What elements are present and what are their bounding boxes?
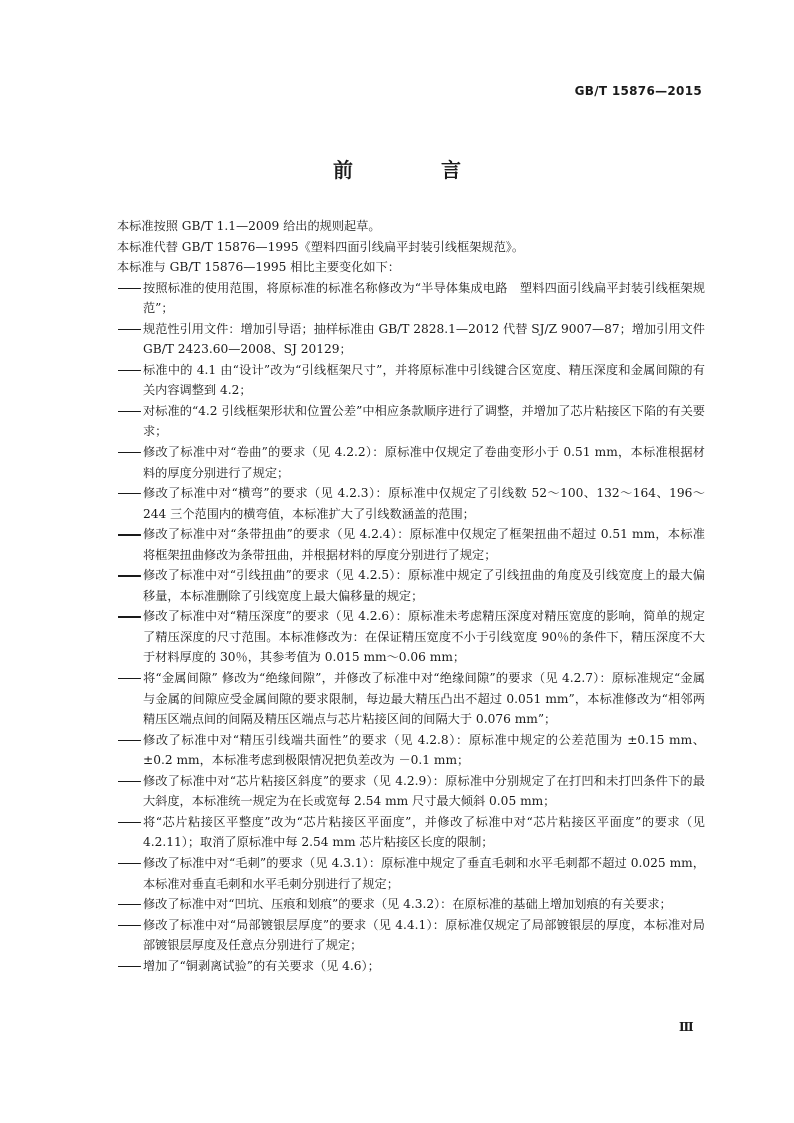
- change-item: [117, 278, 705, 319]
- change-item: [117, 483, 705, 524]
- change-item: [117, 853, 705, 894]
- intro-line: 本标准按照 GB/T 1.1—2009 给出的规则起草。: [117, 219, 381, 233]
- intro-line: 本标准代替 GB/T 15876—1995《塑料四面引线扁平封装引线框架规范》。: [117, 239, 525, 254]
- change-item: [117, 401, 705, 442]
- change-item-text: 规范性引用文件：增加引导语；抽样标准由 GB/T 2828.1—2012 代替 SJ/Z 9007—87；增加引用文件 GB/T 2423.60—2008、SJ 20129；: [143, 321, 705, 357]
- change-item: [117, 319, 705, 360]
- page-title: 前 言: [333, 158, 495, 182]
- change-item: [117, 730, 705, 771]
- change-item: [117, 812, 705, 853]
- change-item: [117, 606, 705, 668]
- intro-line: 本标准与 GB/T 15876—1995 相比主要变化如下：: [117, 260, 400, 275]
- page-number: Ⅲ: [679, 1020, 694, 1034]
- change-item-text: 将“金属间隙” 修改为“绝缘间隙”，并修改了标准中对“绝缘间隙”的要求（见 4.2.7）：原标准规定“金属与金属的间隙应受金属间隙的要求限制，每边最大精压凸出不超过 0.051 mm”，本标准修改为“相邻两精压区端点间的间隔及精压区端点与芯片粘接区间的间隔大于 0.076 mm”；: [143, 671, 705, 727]
- change-item-text: 按照标准的使用范围，将原标准的标准名称修改为“半导体集成电路 塑料四面引线扁平封装引线框架规范”；: [143, 280, 705, 316]
- change-item-text: 修改了标准中对“条带扭曲”的要求（见 4.2.4）：原标准中仅规定了框架扭曲不超过 0.51 mm，本标准将框架扭曲修改为条带扭曲，并根据材料的厚度分别进行了规定；: [143, 527, 705, 562]
- change-item: [117, 956, 705, 977]
- change-item-text: 修改了标准中对“精压引线端共面性”的要求（见 4.2.8）：原标准中规定的公差范围为 ±0.15 mm、±0.2 mm，本标准考虑到极限情况把负差改为 －0.1 mm；: [143, 732, 705, 768]
- change-item-text: 修改了标准中对“凹坑、压痕和划痕”的要求（见 4.3.2）：在原标准的基础上增加划痕的有关要求；: [143, 897, 672, 912]
- change-item: [117, 668, 705, 730]
- change-item-text: 将“芯片粘接区平整度”改为“芯片粘接区平面度”，并修改了标准中对“芯片粘接区平面度”的要求（见 4.2.11）；取消了原标准中每 2.54 mm 芯片粘接区长度的限制；: [143, 814, 705, 850]
- change-item-text: 修改了标准中对“引线扭曲”的要求（见 4.2.5）：原标准中规定了引线扭曲的角度及引线宽度上的最大偏移量，本标准删除了引线宽度上最大偏移量的规定；: [143, 568, 705, 603]
- change-item: [117, 442, 705, 483]
- document-body: [117, 216, 705, 976]
- change-item: [117, 565, 705, 606]
- change-item-text: 修改了标准中对“毛刺”的要求（见 4.3.1）：原标准中规定了垂直毛刺和水平毛刺都不超过 0.025 mm，本标准对垂直毛刺和水平毛刺分别进行了规定；: [143, 855, 705, 891]
- change-item-text: 修改了标准中对“卷曲”的要求（见 4.2.2）：原标准中仅规定了卷曲变形小于 0.51 mm，本标准根据材料的厚度分别进行了规定；: [143, 445, 705, 480]
- change-item: [117, 360, 705, 401]
- change-item-text: 增加了“铜剥离试验”的有关要求（见 4.6）；: [143, 958, 380, 973]
- change-item-text: 对标准的“4.2 引线框架形状和位置公差”中相应条款顺序进行了调整，并增加了芯片粘接区下陷的有关要求；: [143, 403, 705, 439]
- standard-number: GB/T 15876—2015: [574, 84, 702, 98]
- change-item: [117, 915, 705, 956]
- change-item-text: 修改了标准中对“横弯”的要求（见 4.2.3）：原标准中仅规定了引线数 52～100、132～164、196～244 三个范围内的横弯值，本标准扩大了引线数涵盖的范围；: [143, 486, 705, 521]
- change-item: [117, 524, 705, 565]
- change-item-text: 修改了标准中对“芯片粘接区斜度”的要求（见 4.2.9）：原标准中分别规定了在打凹和未打凹条件下的最大斜度，本标准统一规定为在长或宽每 2.54 mm 尺寸最大倾斜 0.05 mm；: [143, 773, 705, 809]
- change-list: [117, 278, 705, 977]
- change-item: [117, 894, 705, 915]
- change-item: [117, 771, 705, 812]
- change-item-text: 标准中的 4.1 由“设计”改为“引线框架尺寸”，并将原标准中引线键合区宽度、精压深度和金属间隙的有关内容调整到 4.2；: [143, 362, 705, 398]
- change-item-text: 修改了标准中对“精压深度”的要求（见 4.2.6）：原标准未考虑精压深度对精压宽度的影响，简单的规定了精压深度的尺寸范围。本标准修改为：在保证精压宽度不小于引线宽度 90％的条件下，精压深度不大于材料厚度的 30％，其参考值为 0.015 mm～0.06 mm；: [143, 609, 705, 665]
- change-item-text: 修改了标准中对“局部镀银层厚度”的要求（见 4.4.1）：原标准仅规定了局部镀银层的厚度，本标准对局部镀银层厚度及任意点分别进行了规定；: [143, 917, 705, 953]
